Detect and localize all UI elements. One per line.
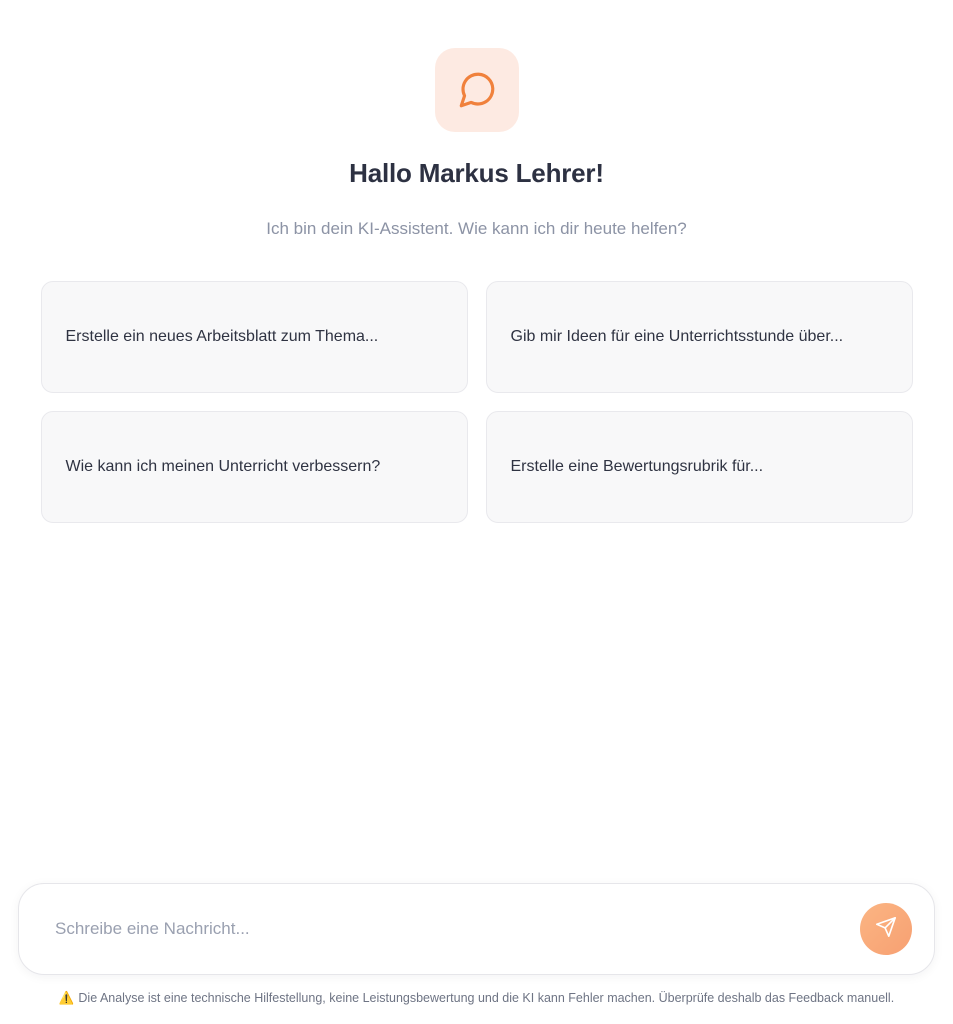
composer-area xyxy=(0,883,953,975)
disclaimer-text xyxy=(0,989,953,1008)
suggestion-card-4[interactable] xyxy=(486,411,913,523)
send-button[interactable] xyxy=(860,903,912,955)
suggestion-label: Erstelle eine Bewertungsrubrik für... xyxy=(510,457,764,475)
suggestion-card-2[interactable] xyxy=(486,281,913,393)
suggestion-label: Wie kann ich meinen Unterricht verbessern? xyxy=(65,457,381,475)
suggestion-card-1[interactable] xyxy=(41,281,468,393)
suggestion-label: Erstelle ein neues Arbeitsblatt zum Thema... xyxy=(65,327,379,345)
page-title: Hallo Markus Lehrer! xyxy=(349,158,604,188)
suggestion-card-3[interactable] xyxy=(41,411,468,523)
suggestion-list xyxy=(41,281,913,523)
suggestion-label: Gib mir Ideen für eine Unterrichtsstunde über... xyxy=(510,327,844,345)
assistant-subtitle: Ich bin dein KI-Assistent. Wie kann ich dir heute helfen? xyxy=(266,219,687,238)
message-composer[interactable] xyxy=(18,883,935,975)
chat-bubble-icon xyxy=(435,48,519,132)
message-input[interactable] xyxy=(55,919,848,939)
send-paper-plane-icon xyxy=(875,916,897,941)
disclaimer-message: Die Analyse ist eine technische Hilfestellung, keine Leistungsbewertung und die KI kann Fehler machen. Überprüfe deshalb das Feedback manuell. xyxy=(78,990,895,1005)
warning-icon: ⚠️ xyxy=(58,990,75,1005)
